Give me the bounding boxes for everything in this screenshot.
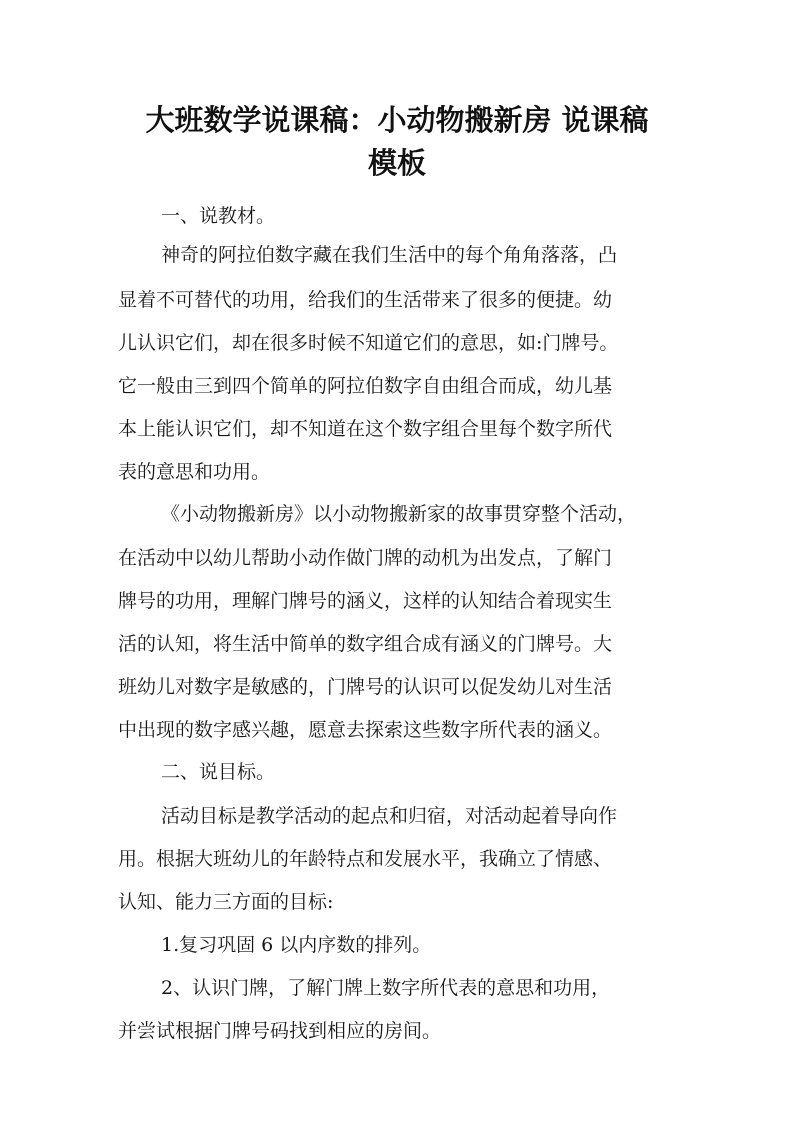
paragraph-line: 活的认知，将生活中简单的数字组合成有涵义的门牌号。大 — [118, 633, 613, 655]
document-title-line-2: 模板 — [367, 146, 426, 180]
paragraph-line: 中出现的数字感兴趣，愿意去探索这些数字所代表的涵义。 — [118, 719, 613, 741]
document-title-line-1: 大班数学说课稿：小动物搬新房 说课稿 — [145, 103, 649, 137]
paragraph-line: 儿认识它们，却在很多时候不知道它们的意思，如:门牌号。 — [118, 332, 619, 354]
objective-item-2: 2、认识门牌，了解门牌上数字所代表的意思和功用， — [161, 977, 611, 999]
paragraph-line: 在活动中以幼儿帮助小动作做门牌的动机为出发点，了解门 — [118, 547, 613, 569]
paragraph-line: 《小动物搬新房》以小动物搬新家的故事贯穿整个活动， — [161, 503, 637, 525]
paragraph-line: 它一般由三到四个简单的阿拉伯数字自由组合而成，幼儿基 — [118, 375, 613, 397]
paragraph-line: 本上能认识它们，却不知道在这个数字组合里每个数字所代 — [118, 418, 613, 440]
section-heading-teaching-material: 一、说教材。 — [161, 205, 276, 227]
paragraph-line: 用。根据大班幼儿的年龄特点和发展水平，我确立了情感、 — [118, 848, 613, 870]
objective-item-1: 1.复习巩固 6 以内序数的排列。 — [161, 934, 432, 956]
paragraph-line: 认知、能力三方面的目标: — [118, 891, 334, 913]
objective-item-2-continuation: 并尝试根据门牌号码找到相应的房间。 — [118, 1020, 442, 1042]
paragraph-line: 活动目标是教学活动的起点和归宿，对活动起着导向作 — [161, 805, 618, 827]
paragraph-line: 牌号的功用，理解门牌号的涵义，这样的认知结合着现实生 — [118, 590, 613, 612]
section-heading-objectives: 二、说目标。 — [161, 761, 276, 783]
paragraph-line: 表的意思和功用。 — [118, 461, 271, 483]
paragraph-line: 班幼儿对数字是敏感的，门牌号的认识可以促发幼儿对生活 — [118, 676, 613, 698]
paragraph-line: 显着不可替代的功用，给我们的生活带来了很多的便捷。幼 — [118, 289, 613, 311]
paragraph-line: 神奇的阿拉伯数字藏在我们生活中的每个角角落落，凸 — [161, 244, 618, 266]
